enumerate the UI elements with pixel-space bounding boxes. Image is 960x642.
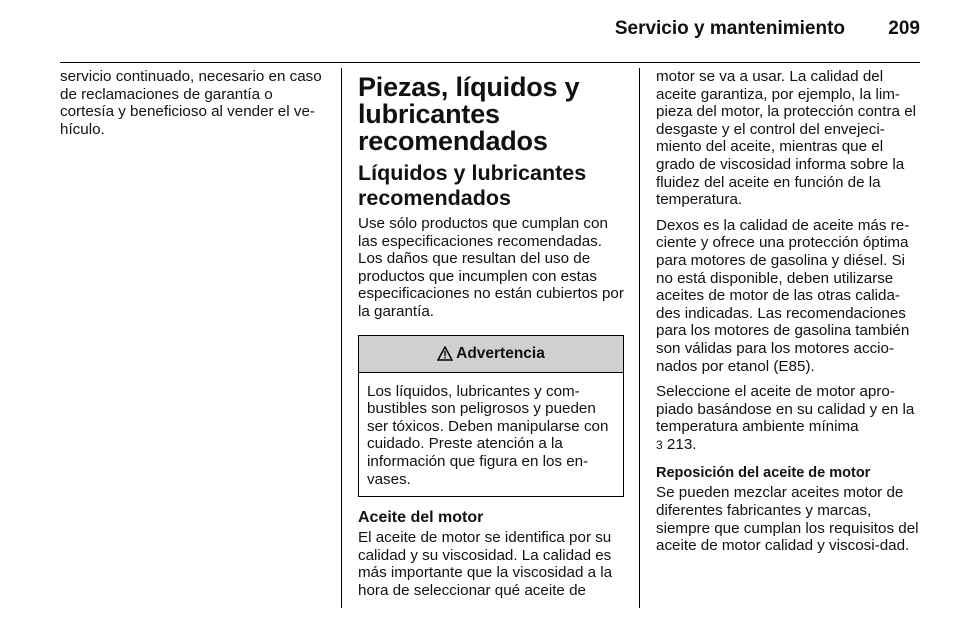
warning-text: Los líquidos, lubricantes y com-bustibles son peligrosos y pueden ser tóxicos. Deben manipularse con cuidado. Preste atención a la información que figura en los en-vases. bbox=[367, 382, 609, 488]
dexos-paragraph: Dexos es la calidad de aceite más re-ciente y ofrece una protección óptima para motores de gasolina y diésel. Si no está disponible, deben utilizarse aceites de motor de las otras calida-des indicadas. Las recomendaciones para los motores de gasolina también son válidas para los motores accio-nados por etanol (E85). bbox=[656, 216, 910, 375]
continuation-paragraph: servicio continuado, necesario en caso de reclamaciones de garantía o cortesía y beneficioso al vender el ve-hículo. bbox=[60, 68, 322, 138]
oil-refill-paragraph: Se pueden mezclar aceites motor de diferentes fabricantes y marcas, siempre que cumplan los requisitos del aceite de motor calidad y viscosi-dad. bbox=[656, 484, 919, 555]
intro-paragraph: Use sólo productos que cumplan con las especificaciones recomendadas. Los daños que resultan del uso de productos que incumplen con estas especificaciones no están cubiertos por la garantía. bbox=[358, 215, 624, 320]
subsection-heading: Líquidos y lubricantes recomendados bbox=[358, 161, 587, 210]
warning-header bbox=[359, 336, 623, 373]
page-number: 209 bbox=[888, 18, 920, 39]
engine-oil-paragraph: El aceite de motor se identifica por su calidad y su viscosidad. La calidad es más importante que la viscosidad a la hora de seleccionar qué aceite de bbox=[358, 529, 613, 599]
page-header bbox=[60, 18, 920, 48]
warning-box bbox=[358, 335, 624, 498]
header-rule bbox=[60, 62, 920, 63]
warning-triangle-icon bbox=[437, 346, 453, 361]
oil-refill-heading: Reposición del aceite de motor bbox=[656, 465, 871, 482]
oil-quality-paragraph: motor se va a usar. La calidad del aceite garantiza, por ejemplo, la lim-pieza del motor, la protección contra el desgaste y el control del envejeci-miento del aceite, mientras que el grado de viscosidad informa sobre la fluidez del aceite en función de la temperatura. bbox=[656, 68, 917, 209]
column-1 bbox=[60, 68, 326, 146]
column-divider-2 bbox=[639, 68, 640, 608]
page-reference[interactable]: 213. bbox=[666, 435, 697, 453]
oil-selection-text: Seleccione el aceite de motor apro-piado basándose en su calidad y en la temperatura ambiente mínima bbox=[656, 383, 915, 436]
column-divider-1 bbox=[341, 68, 342, 608]
section-title: Servicio y mantenimiento bbox=[614, 18, 846, 39]
page-reference-icon: 3 bbox=[656, 437, 663, 452]
oil-selection-paragraph bbox=[656, 383, 922, 454]
warning-title: Advertencia bbox=[456, 344, 545, 362]
column-3 bbox=[656, 68, 922, 563]
engine-oil-heading: Aceite del motor bbox=[358, 509, 484, 527]
column-2 bbox=[358, 68, 624, 608]
section-heading: Piezas, líquidos y lubricantes recomendados bbox=[358, 72, 580, 156]
